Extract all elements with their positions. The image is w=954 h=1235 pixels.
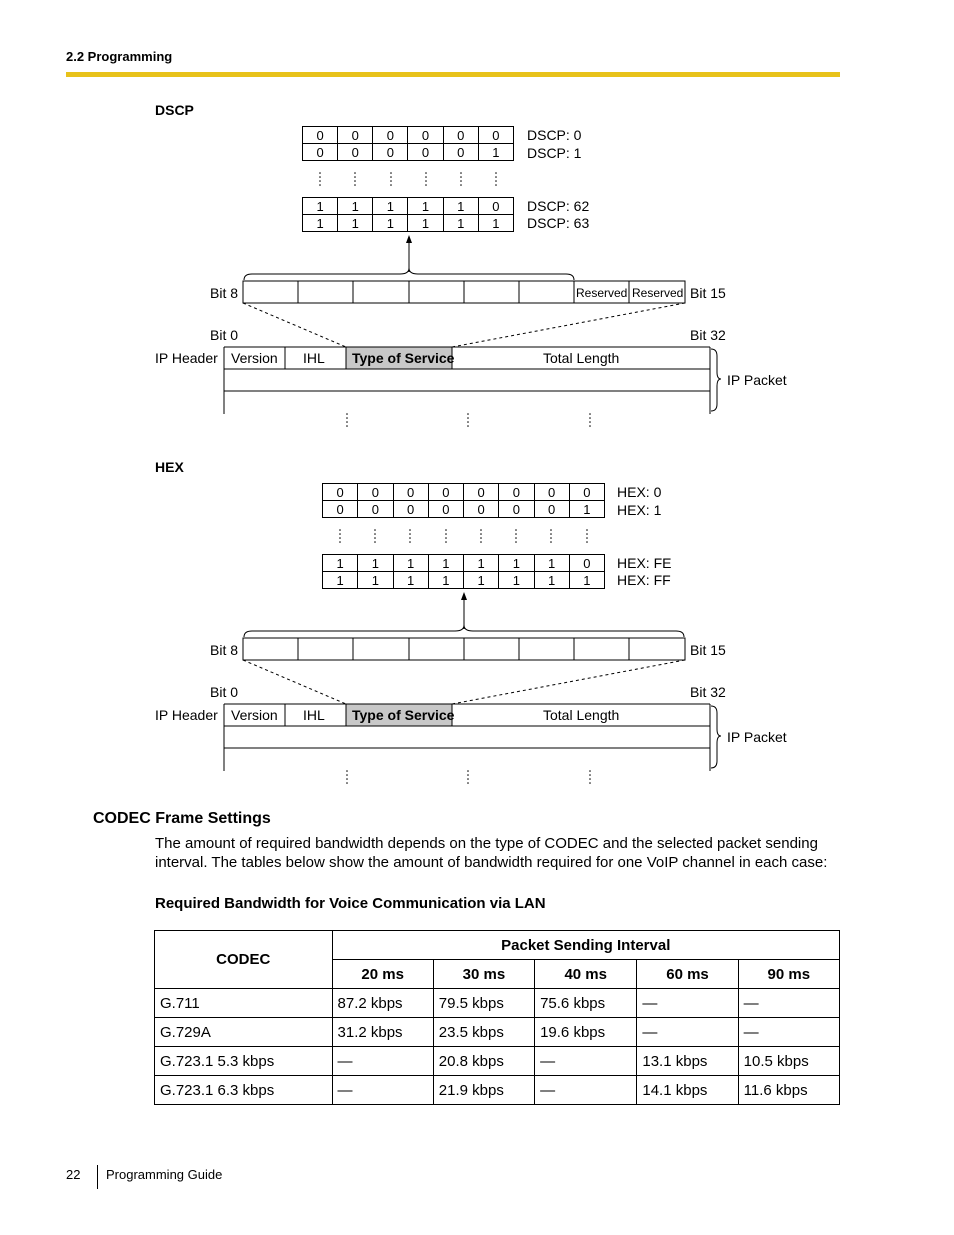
interval-header-20: 20 ms: [332, 960, 433, 989]
dscp-ellipsis: [319, 172, 497, 186]
bit-cell: 1: [408, 198, 443, 215]
table-row: G.723.1 6.3 kbps — 21.9 kbps — 14.1 kbps 11.6 kbps: [155, 1076, 840, 1105]
bit-cell: 1: [428, 572, 463, 589]
bit-cell: 0: [569, 484, 604, 501]
bit-cell: 1: [393, 572, 428, 589]
codec-section-title: CODEC Frame Settings: [93, 810, 271, 827]
dscp-version-field: Version: [231, 350, 278, 366]
bit-cell: 0: [464, 501, 499, 518]
dscp-ihl-field: IHL: [303, 350, 325, 366]
dscp-title: DSCP: [155, 102, 194, 118]
bit-cell: 0: [443, 144, 478, 161]
dscp-ip-header-label: IP Header: [155, 350, 218, 366]
bit-cell: 1: [464, 572, 499, 589]
bit-cell: 0: [323, 484, 358, 501]
hex-bit-table-top: [322, 483, 605, 518]
bit-cell: 0: [303, 127, 338, 144]
bit-cell: 0: [393, 501, 428, 518]
bit-cell: 1: [464, 555, 499, 572]
hex-ihl-field: IHL: [303, 707, 325, 723]
table-row: G.711 87.2 kbps 79.5 kbps 75.6 kbps — —: [155, 989, 840, 1018]
table-header-row: [155, 931, 840, 960]
hex-tos-field: Type of Service: [352, 707, 455, 723]
bit-cell: 0: [338, 127, 373, 144]
bit-cell: 0: [358, 501, 393, 518]
bit-cell: 1: [569, 501, 604, 518]
dscp-label-0: DSCP: 0: [527, 127, 582, 143]
interval-header-40: 40 ms: [535, 960, 637, 989]
interval-header-30: 30 ms: [433, 960, 534, 989]
bit-cell: 0: [499, 501, 534, 518]
bit-cell: 0: [478, 198, 513, 215]
bit-cell: 1: [358, 555, 393, 572]
bit-cell: 0: [428, 484, 463, 501]
codec-paragraph-line-2: interval. The tables below show the amount of bandwidth required for one VoIP channel in each case:: [155, 854, 828, 871]
bit-cell: 1: [443, 215, 478, 232]
bit-cell: 1: [478, 144, 513, 161]
bit-cell: 0: [373, 144, 408, 161]
bit-cell: 0: [569, 555, 604, 572]
hex-label-ff: HEX: FF: [617, 572, 671, 588]
hex-row-1: [323, 501, 605, 518]
dscp-ip-packet-label: IP Packet: [727, 372, 787, 388]
section-header: 2.2 Programming: [66, 49, 173, 64]
hex-ip-packet-label: IP Packet: [727, 729, 787, 745]
bit-cell: 1: [443, 198, 478, 215]
hex-label-0: HEX: 0: [617, 484, 662, 500]
bit-cell: 1: [303, 198, 338, 215]
bit-cell: 0: [408, 127, 443, 144]
bit-cell: 1: [534, 555, 569, 572]
bit-cell: 1: [338, 198, 373, 215]
dscp-diagram: [0, 0, 954, 440]
table-row: G.729A 31.2 kbps 23.5 kbps 19.6 kbps — —: [155, 1018, 840, 1047]
reserved-label-2: Reserved: [632, 286, 684, 300]
bit-cell: 0: [393, 484, 428, 501]
bit-cell: 1: [428, 555, 463, 572]
bit-cell: 0: [534, 484, 569, 501]
bit-cell: 1: [393, 555, 428, 572]
bandwidth-table: [154, 930, 840, 1105]
dscp-bit15-label: Bit 15: [690, 285, 726, 301]
interval-header-90: 90 ms: [738, 960, 839, 989]
dscp-label-62: DSCP: 62: [527, 198, 590, 214]
bit-cell: 1: [373, 198, 408, 215]
hex-ellipsis: [339, 529, 588, 543]
hex-bit15-label: Bit 15: [690, 642, 726, 658]
bit-cell: 1: [499, 572, 534, 589]
hex-total-length-field: Total Length: [543, 707, 620, 723]
bit-cell: 1: [323, 572, 358, 589]
hex-diagram: [0, 520, 954, 795]
bit-cell: 1: [303, 215, 338, 232]
hex-ip-header-label: IP Header: [155, 707, 218, 723]
bit-cell: 0: [323, 501, 358, 518]
bit-cell: 0: [534, 501, 569, 518]
bit-cell: 0: [499, 484, 534, 501]
hex-label-fe: HEX: FE: [617, 555, 672, 571]
bit-cell: 0: [338, 144, 373, 161]
hex-label-1: HEX: 1: [617, 502, 662, 518]
hex-bit8-label: Bit 8: [210, 642, 239, 658]
bit-cell: 0: [443, 127, 478, 144]
bit-cell: 1: [499, 555, 534, 572]
bit-cell: 0: [303, 144, 338, 161]
interval-column-header: Packet Sending Interval: [332, 931, 839, 960]
hex-row-0: [323, 484, 605, 501]
bit-cell: 0: [373, 127, 408, 144]
dscp-bit0-label: Bit 0: [210, 327, 239, 343]
bit-cell: 1: [323, 555, 358, 572]
dscp-bit32-label: Bit 32: [690, 327, 726, 343]
bit-cell: 0: [464, 484, 499, 501]
codec-paragraph-line-1: The amount of required bandwidth depends on the type of CODEC and the selected packet sending: [155, 835, 818, 852]
hex-title: HEX: [155, 459, 184, 475]
footer-divider: [97, 1165, 98, 1189]
bit-cell: 1: [338, 215, 373, 232]
table-row: G.723.1 5.3 kbps — 20.8 kbps — 13.1 kbps 10.5 kbps: [155, 1047, 840, 1076]
bit-cell: 1: [358, 572, 393, 589]
bit-cell: 1: [569, 572, 604, 589]
bit-cell: 0: [408, 144, 443, 161]
dscp-label-63: DSCP: 63: [527, 215, 590, 231]
bandwidth-table-title: Required Bandwidth for Voice Communication via LAN: [155, 895, 546, 912]
dscp-total-length-field: Total Length: [543, 350, 620, 366]
bit-cell: 1: [408, 215, 443, 232]
bit-cell: 1: [478, 215, 513, 232]
dscp-label-1: DSCP: 1: [527, 145, 582, 161]
footer-doc-title: Programming Guide: [106, 1167, 223, 1182]
dscp-bit8-label: Bit 8: [210, 285, 239, 301]
hex-version-field: Version: [231, 707, 278, 723]
hex-bit0-label: Bit 0: [210, 684, 239, 700]
hex-bit32-label: Bit 32: [690, 684, 726, 700]
dscp-tos-field: Type of Service: [352, 350, 455, 366]
interval-header-60: 60 ms: [637, 960, 738, 989]
bit-cell: 1: [373, 215, 408, 232]
codec-column-header: CODEC: [155, 931, 333, 989]
bit-cell: 0: [478, 127, 513, 144]
bit-cell: 0: [358, 484, 393, 501]
page-number: 22: [66, 1167, 81, 1182]
bit-cell: 0: [428, 501, 463, 518]
bit-cell: 1: [534, 572, 569, 589]
reserved-label-1: Reserved: [576, 286, 628, 300]
